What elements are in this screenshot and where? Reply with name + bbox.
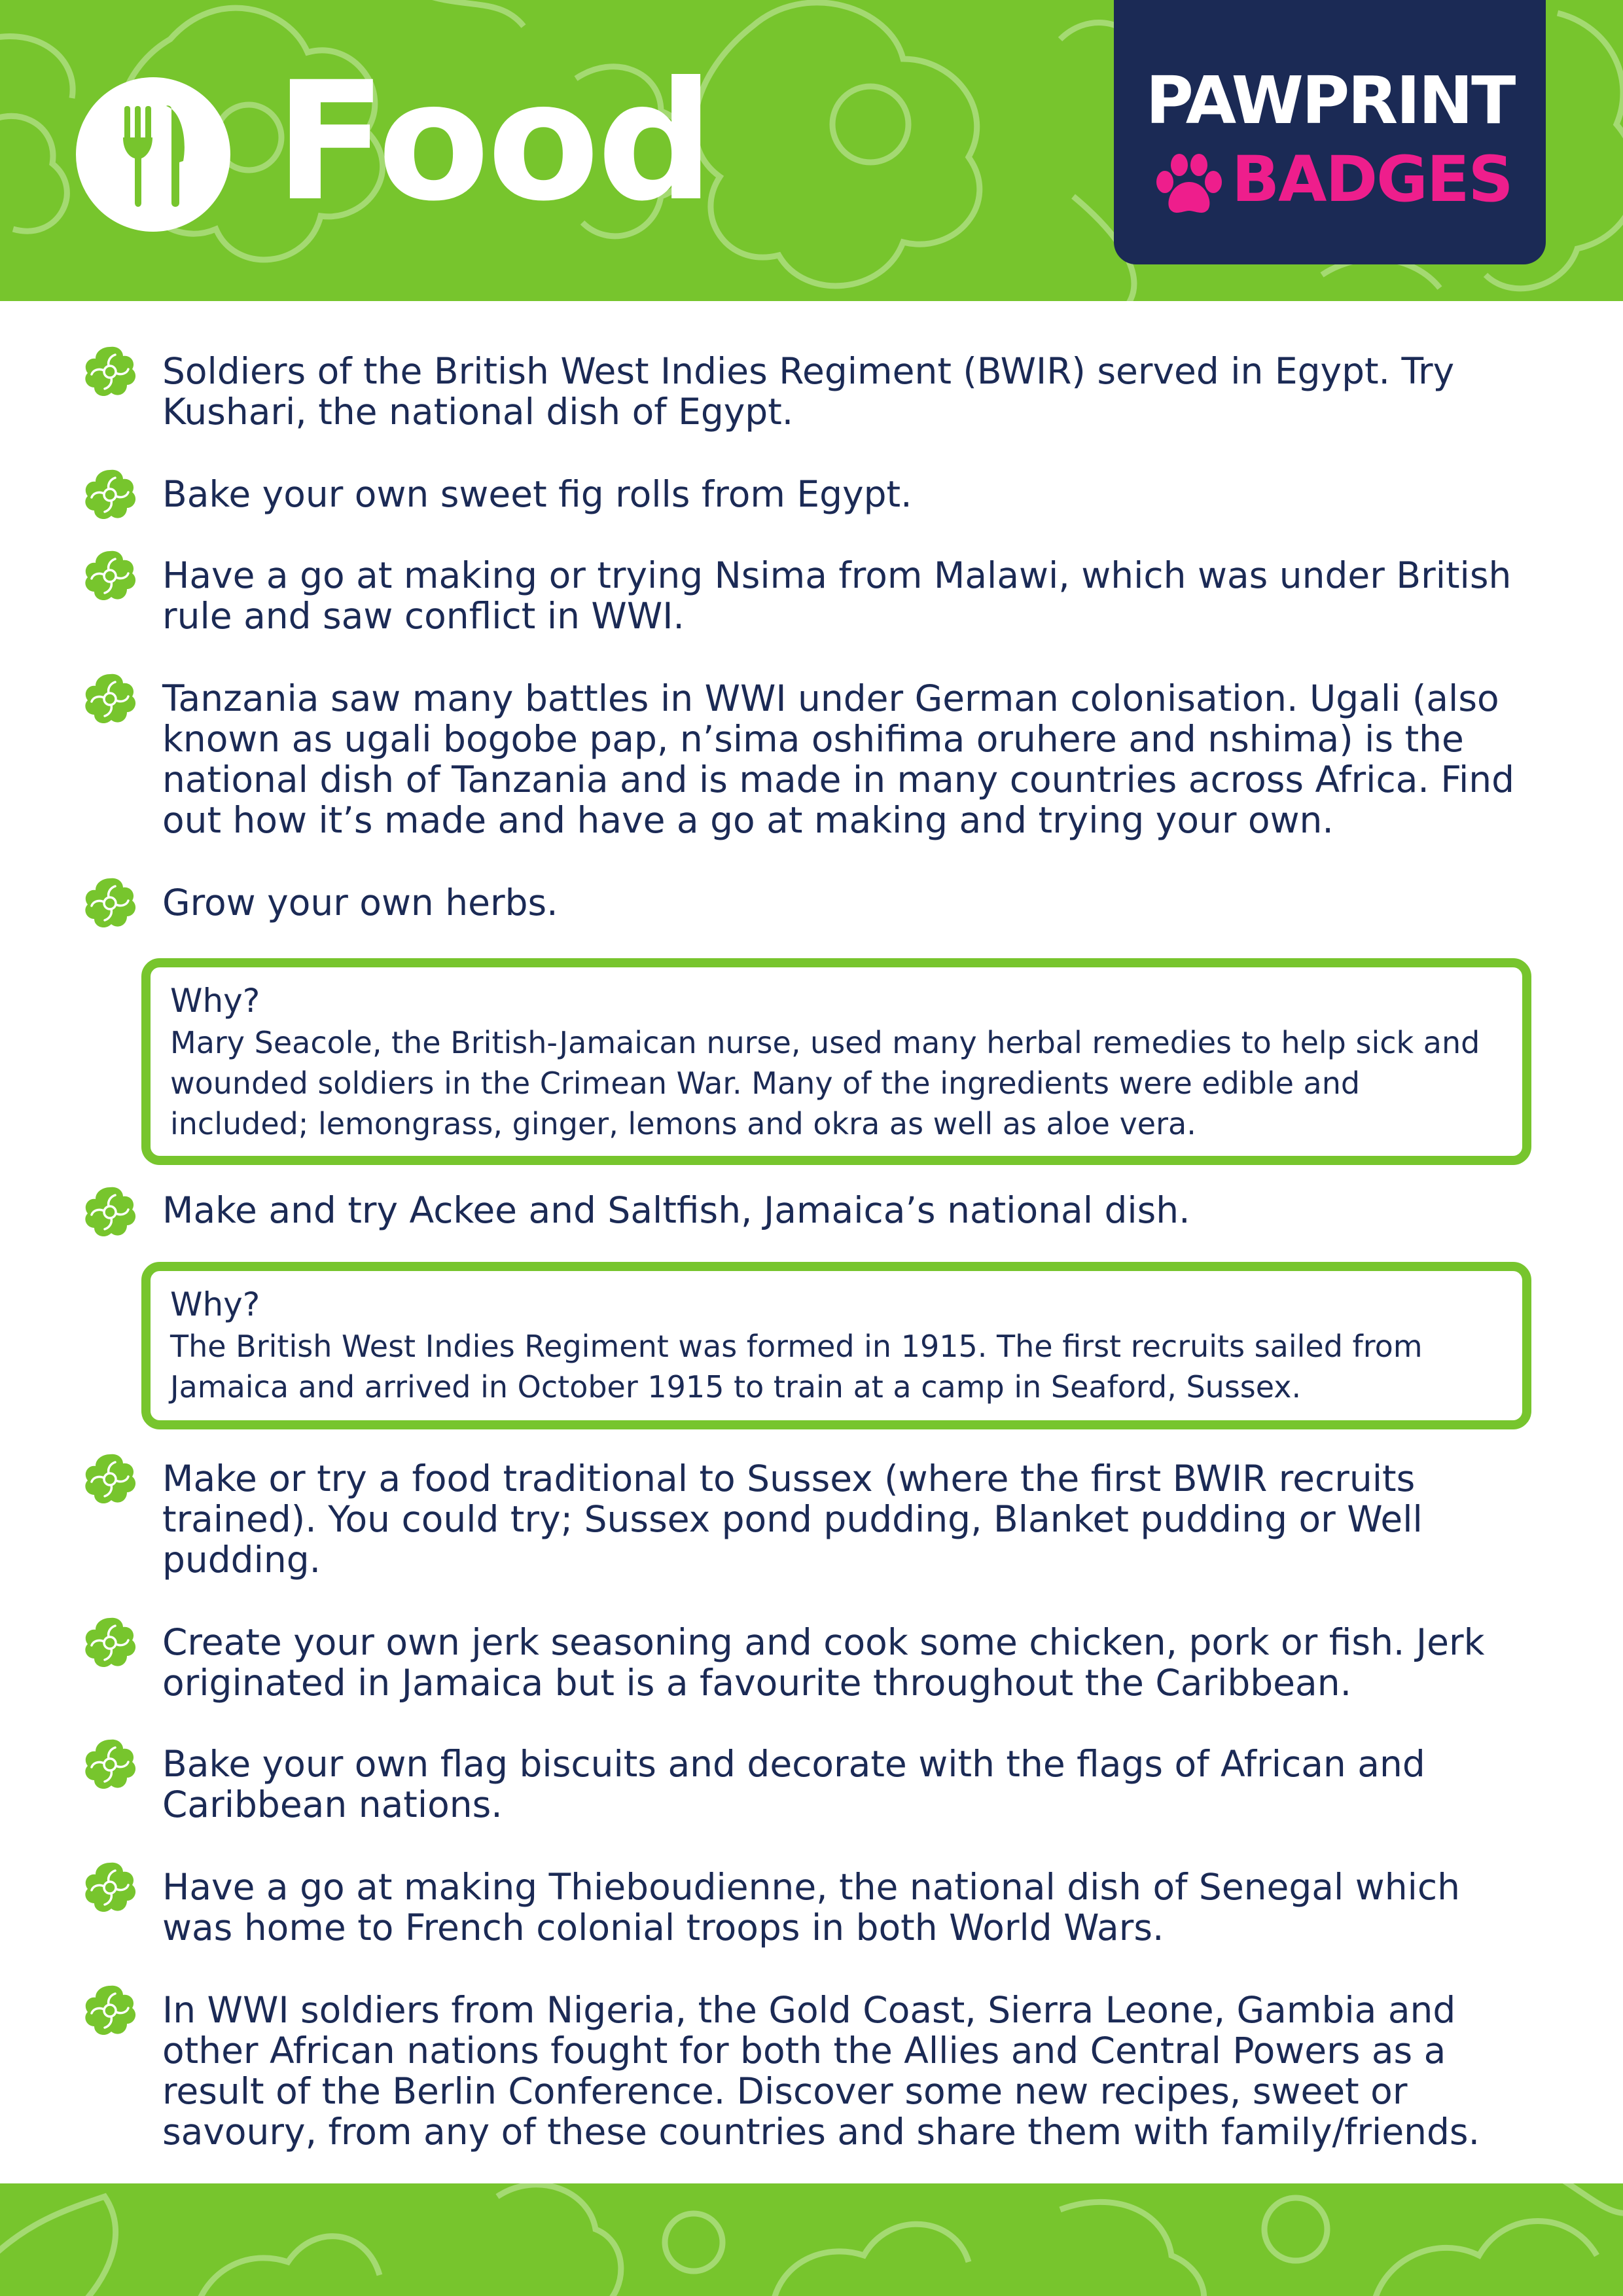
logo-text-badges: BADGES — [1232, 143, 1512, 216]
list-item: Soldiers of the British West Indies Regiment (BWIR) served in Egypt. Try Kushari, the national dish of Egypt. — [162, 350, 1455, 433]
brand-logo — [1114, 0, 1546, 264]
poppy-bullet-icon — [82, 548, 137, 603]
page-title: Food — [275, 46, 712, 237]
poppy-bullet-icon — [82, 1860, 137, 1915]
list-item: Bake your own sweet fig rolls from Egypt. — [162, 473, 912, 515]
poppy-bullet-icon — [82, 1185, 137, 1240]
footer-banner — [0, 2183, 1623, 2296]
paw-icon — [1153, 153, 1225, 216]
poppy-bullet-icon — [82, 344, 137, 399]
list-item: Bake your own flag biscuits and decorate with the flags of African and Caribbean nations. — [162, 1743, 1425, 1825]
logo-bottom-row — [1153, 145, 1520, 217]
why-box-text: Mary Seacole, the British-Jamaican nurse, used many herbal remedies to help sick and wounded soldiers in the Crimean War. Many of the ingredients were edible and included; lemongrass, ginger, lemons and okra as well as aloe vera. — [170, 1025, 1480, 1141]
poppy-bullet-icon — [82, 672, 137, 726]
poppy-bullet-icon — [82, 467, 137, 522]
logo-text-pawprint: PAWPRINT — [1145, 62, 1514, 139]
list-item: Tanzania saw many battles in WWI under German colonisation. Ugali (also known as ugali bogobe pap, n’sima oshifima oruhere and nshima) is the national dish of Tanzania and is made in many countries across Africa. Find out how it’s made and have a go at making and trying your own. — [162, 677, 1515, 841]
list-item: Make or try a food traditional to Sussex (where the first BWIR recruits trained). You could try; Sussex pond pudding, Blanket pudding or Well pudding. — [162, 1458, 1423, 1581]
fork-knife-icon — [76, 77, 230, 232]
list-item: Make and try Ackee and Saltfish, Jamaica’s national dish. — [162, 1189, 1190, 1231]
list-item: Have a go at making or trying Nsima from Malawi, which was under British rule and saw conflict in WWI. — [162, 554, 1512, 637]
poppy-pattern-decoration — [0, 2183, 1623, 2296]
poppy-bullet-icon — [82, 876, 137, 931]
poppy-bullet-icon — [82, 1615, 137, 1670]
list-item: Grow your own herbs. — [162, 882, 558, 924]
list-item: In WWI soldiers from Nigeria, the Gold Coast, Sierra Leone, Gambia and other African nations fought for both the Allies and Central Powers as a result of the Berlin Conference. Discover some new recipes, sweet or savoury, from any of these countries and share them with family/friends. — [162, 1989, 1480, 2153]
why-info-box — [141, 1262, 1531, 1429]
poppy-bullet-icon — [82, 1737, 137, 1792]
list-item: Have a go at making Thieboudienne, the national dish of Senegal which was home to French colonial troops in both World Wars. — [162, 1866, 1460, 1948]
why-box-title: Why? — [170, 1285, 260, 1323]
why-info-box — [141, 958, 1531, 1165]
list-item: Create your own jerk seasoning and cook some chicken, pork or fish. Jerk originated in Jamaica but is a favourite throughout the Caribbean. — [162, 1621, 1485, 1704]
poppy-bullet-icon — [82, 1983, 137, 2038]
header-banner — [0, 0, 1623, 301]
why-box-text: The British West Indies Regiment was formed in 1915. The first recruits sailed from Jamaica and arrived in October 1915 to train at a camp in Seaford, Sussex. — [170, 1329, 1423, 1405]
poppy-bullet-icon — [82, 1452, 137, 1507]
why-box-title: Why? — [170, 982, 260, 1020]
